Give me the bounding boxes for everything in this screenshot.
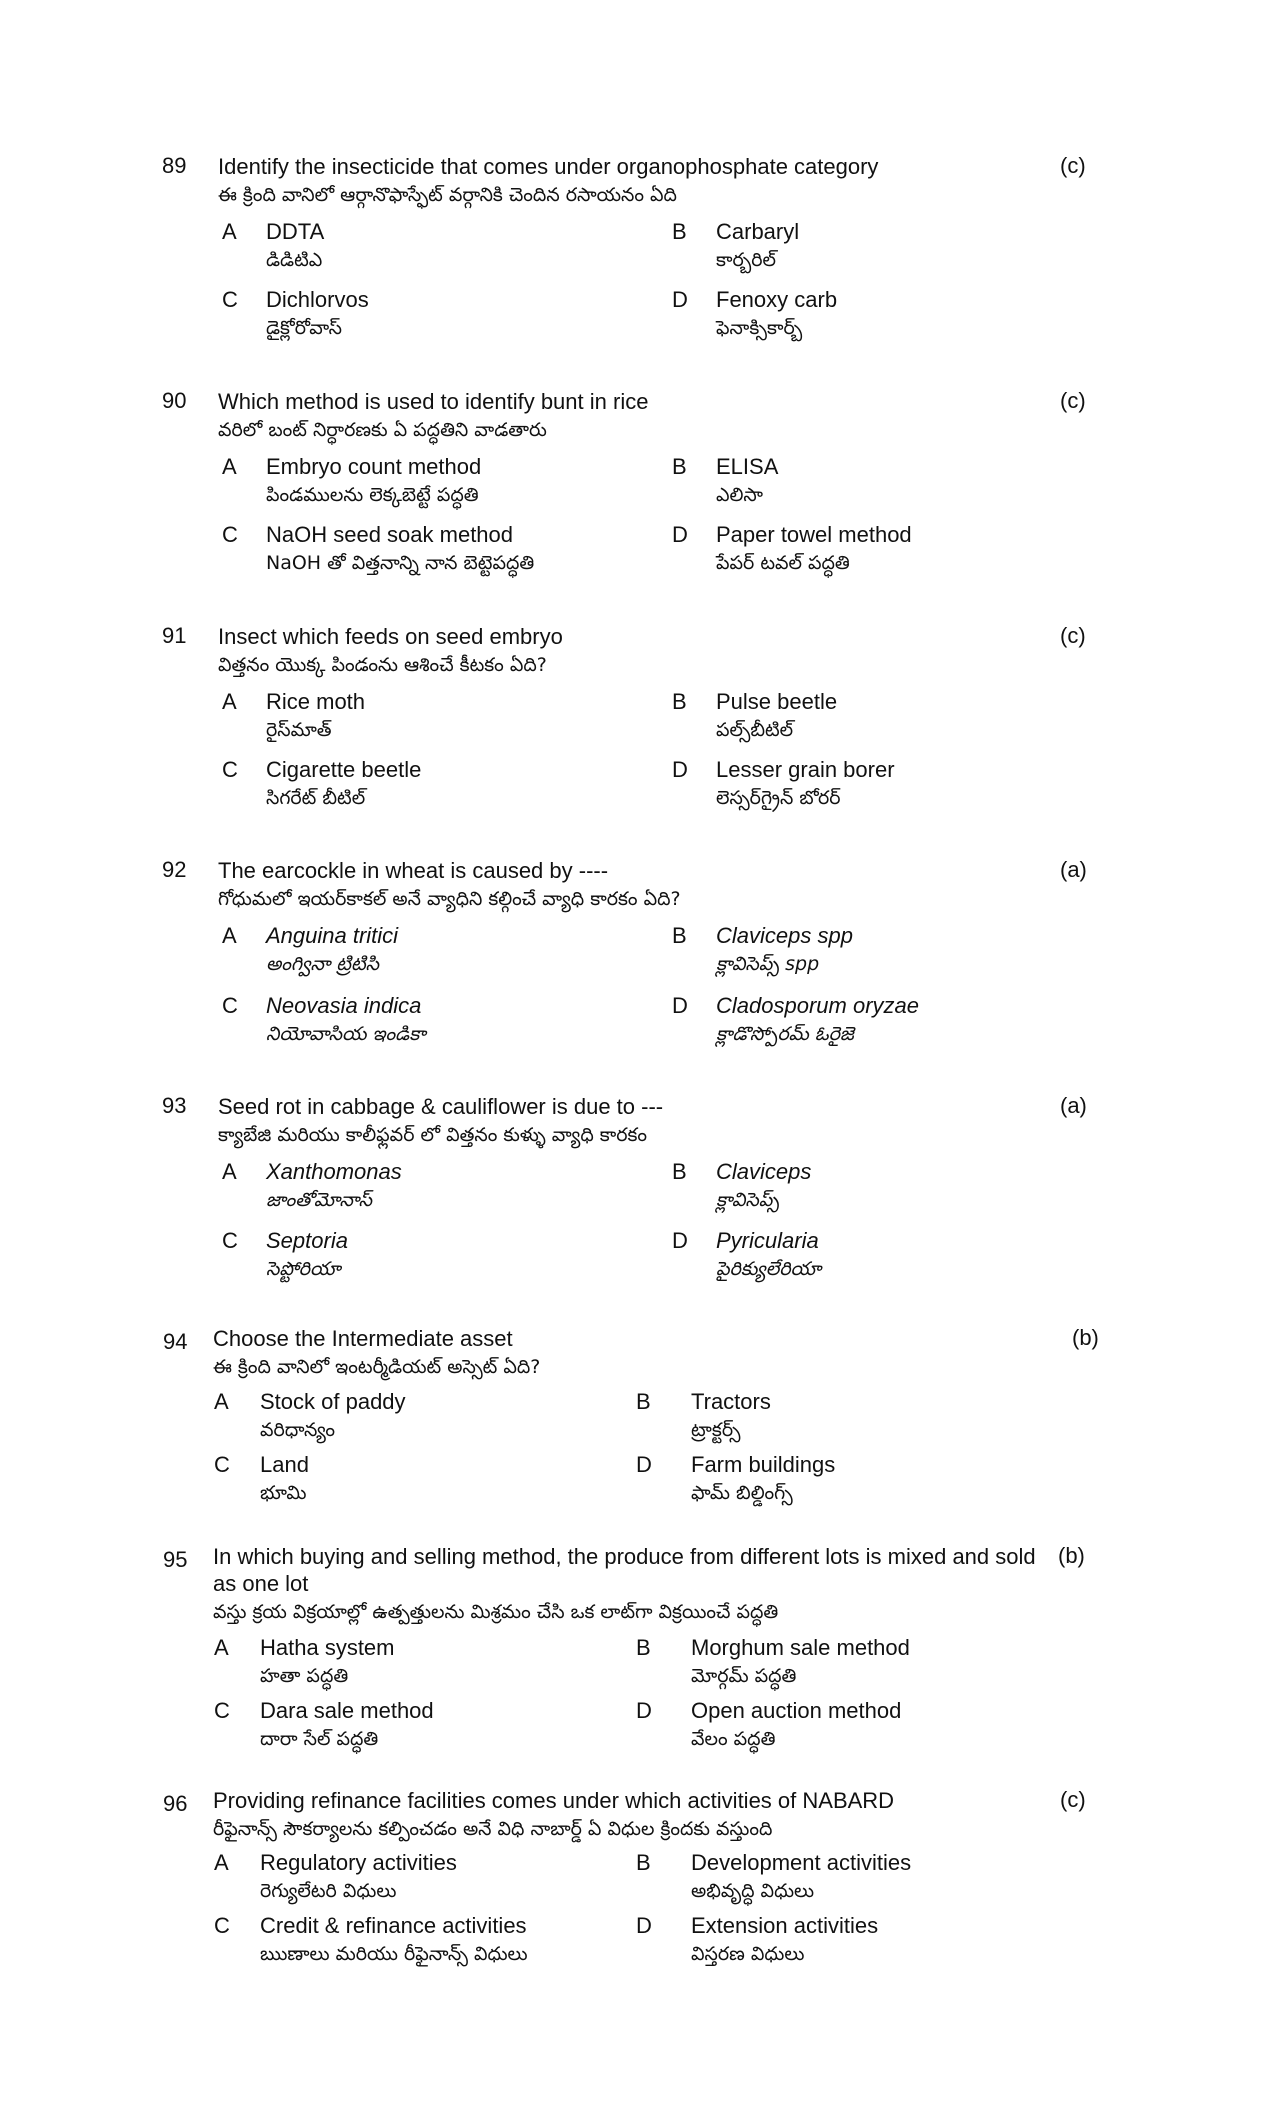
option-text: Dara sale method xyxy=(260,1698,434,1723)
option-text-telugu: ట్రాక్టర్స్ xyxy=(691,1419,741,1441)
option-letter: A xyxy=(222,454,237,479)
option-text: Development activities xyxy=(691,1850,912,1875)
option-text-telugu: రెగ్యులేటరి విధులు xyxy=(260,1880,397,1902)
option-text: Hatha system xyxy=(260,1635,395,1660)
question-number: 91 xyxy=(162,623,187,648)
question-number: 92 xyxy=(162,857,187,882)
option-text: DDTA xyxy=(266,219,325,244)
option-letter: C xyxy=(222,757,238,782)
option-text: Regulatory activities xyxy=(260,1850,457,1875)
question-text-telugu: వరిలో బంట్ నిర్ధారణకు ఏ పద్ధతిని వాడతారు xyxy=(218,419,547,441)
option-text: Neovasia indica xyxy=(266,993,422,1018)
option-text-telugu: ఫెనాక్సికార్బ్ xyxy=(716,317,803,339)
question-text-telugu: గోధుమలో ఇయర్‌కాకల్ అనే వ్యాధిని కల్గించే వ్యాధి కారకం ఏది? xyxy=(218,888,681,910)
option-text-telugu: విస్తరణ విధులు xyxy=(691,1943,805,1965)
option-letter: D xyxy=(672,287,688,312)
option-text-telugu: సిగరేట్ బీటిల్ xyxy=(266,787,366,809)
answer-key: (c) xyxy=(1060,623,1086,648)
option-text-telugu: డిడిటిఎ xyxy=(266,249,323,271)
option-text-telugu: క్లావిసెప్స్ xyxy=(716,1189,780,1211)
option-text-telugu: మోర్గమ్ పద్ధతి xyxy=(691,1665,797,1687)
option-letter: D xyxy=(672,522,688,547)
option-letter: B xyxy=(672,219,687,244)
option-letter: D xyxy=(672,993,688,1018)
option-text-telugu: క్లాడొస్పోరమ్ ఓరైజె xyxy=(716,1023,854,1045)
option-text-telugu: డైక్లోరోవాస్ xyxy=(266,317,342,339)
option-text: Septoria xyxy=(266,1228,348,1253)
option-letter: D xyxy=(672,1228,688,1253)
question-text: In which buying and selling method, the produce from different lots is mixed and sold as one lot xyxy=(213,1544,1036,1596)
option-letter: C xyxy=(222,522,238,547)
question-number: 93 xyxy=(162,1093,187,1118)
option-text: Claviceps spp xyxy=(716,923,853,948)
option-letter: C xyxy=(222,287,238,312)
option-letter: C xyxy=(222,993,238,1018)
option-letter: A xyxy=(222,219,237,244)
option-letter: D xyxy=(636,1698,652,1723)
option-letter: A xyxy=(222,689,237,714)
question-text-telugu: విత్తనం యొక్క పిండంను ఆశించే కీటకం ఏది? xyxy=(218,654,547,676)
option-text-telugu: పైరిక్యులేరియా xyxy=(716,1258,822,1280)
option-text: Embryo count method xyxy=(266,454,482,479)
question-text-telugu: ఈ క్రింది వానిలో ఆర్గానొఫాస్ఫేట్ వర్గానికి చెందిన రసాయనం ఏది xyxy=(218,184,677,206)
option-text: Anguina tritici xyxy=(266,923,399,948)
answer-key: (c) xyxy=(1060,388,1086,413)
option-letter: A xyxy=(214,1389,229,1414)
question-text: Providing refinance facilities comes under which activities of NABARD xyxy=(213,1788,895,1813)
option-text-telugu: పేపర్ టవల్ పద్ధతి xyxy=(716,552,850,574)
option-text-telugu: ఎలిసా xyxy=(716,484,764,506)
question-text-telugu: రీఫైనాన్స్ సౌకర్యాలను కల్పించడం అనే విధి నాబార్డ్ ఏ విధుల క్రిందకు వస్తుంది xyxy=(213,1818,773,1840)
option-text-telugu: జాంతోమోనాస్ xyxy=(266,1189,372,1211)
question-text: Insect which feeds on seed embryo xyxy=(218,624,563,649)
answer-key: (c) xyxy=(1060,153,1086,178)
question-number: 89 xyxy=(162,153,187,178)
option-letter: D xyxy=(672,757,688,782)
option-text: Stock of paddy xyxy=(260,1389,406,1414)
option-text-telugu: పల్స్‌బీటిల్ xyxy=(716,719,794,741)
option-text: Credit & refinance activities xyxy=(260,1913,527,1938)
question-text-telugu: వస్తు క్రయ విక్రయాల్లో ఉత్పత్తులను మిశ్రమం చేసి ఒక లాట్‌గా విక్రయించే పద్ధతి xyxy=(213,1601,779,1623)
option-letter: B xyxy=(636,1389,651,1414)
option-letter: A xyxy=(214,1635,229,1660)
option-text: Pulse beetle xyxy=(716,689,838,714)
option-text-telugu: కార్బరిల్ xyxy=(716,249,776,271)
question-text: Identify the insecticide that comes under organophosphate category xyxy=(218,154,879,179)
option-text: Cladosporum oryzae xyxy=(716,993,919,1018)
question-number: 94 xyxy=(163,1329,188,1354)
option-text-telugu: నియోవాసియ ఇండికా xyxy=(266,1023,426,1045)
option-letter: C xyxy=(222,1228,238,1253)
question-number: 96 xyxy=(163,1791,188,1816)
option-letter: C xyxy=(214,1913,230,1938)
option-text-telugu: అభివృద్ధి విధులు xyxy=(691,1880,815,1902)
answer-key: (b) xyxy=(1058,1543,1085,1568)
option-letter: B xyxy=(636,1635,651,1660)
question-text-telugu: ఈ క్రింది వానిలో ఇంటర్మీడియట్ అస్సెట్ ఏది? xyxy=(213,1356,541,1378)
option-text-telugu: రైస్‌మాత్ xyxy=(266,719,332,741)
option-text: Open auction method xyxy=(691,1698,902,1723)
option-text-telugu: లెస్సర్‌గ్రైన్ బోరర్ xyxy=(716,787,841,809)
option-text: Cigarette beetle xyxy=(266,757,422,782)
option-text: Xanthomonas xyxy=(266,1159,402,1184)
option-text: Dichlorvos xyxy=(266,287,369,312)
option-text-telugu: వేలం పద్ధతి xyxy=(691,1728,776,1750)
option-text: Extension activities xyxy=(691,1913,879,1938)
option-text: ELISA xyxy=(716,454,779,479)
question-text: Choose the Intermediate asset xyxy=(213,1326,513,1351)
question-text: Seed rot in cabbage & cauliflower is due to --- xyxy=(218,1094,664,1119)
option-text: Fenoxy carb xyxy=(716,287,838,312)
question-number: 95 xyxy=(163,1547,188,1572)
answer-key: (a) xyxy=(1060,1093,1087,1118)
option-text-telugu: ఋణాలు మరియు రీఫైనాన్స్ విధులు xyxy=(260,1943,528,1965)
option-letter: A xyxy=(214,1850,229,1875)
option-letter: B xyxy=(672,1159,687,1184)
option-text-telugu: దారా సేల్ పద్ధతి xyxy=(260,1728,379,1750)
option-letter: C xyxy=(214,1698,230,1723)
option-letter: D xyxy=(636,1913,652,1938)
answer-key: (c) xyxy=(1060,1787,1086,1812)
answer-key: (a) xyxy=(1060,857,1087,882)
option-text: NaOH seed soak method xyxy=(266,522,514,547)
option-text: Tractors xyxy=(691,1389,771,1414)
option-letter: B xyxy=(636,1850,651,1875)
option-letter: B xyxy=(672,689,687,714)
option-text-telugu: NaOH తో విత్తనాన్ని నాన బెట్టెపద్ధతి xyxy=(266,552,535,574)
question-text: Which method is used to identify bunt in rice xyxy=(218,389,649,414)
option-text-telugu: ఫామ్ బిల్డింగ్స్ xyxy=(691,1482,793,1504)
option-text-telugu: పిండములను లెక్కబెట్టే పద్ధతి xyxy=(266,484,479,506)
option-letter: A xyxy=(222,923,237,948)
question-number: 90 xyxy=(162,388,187,413)
option-text-telugu: అంగ్వినా ట్రిటిసి xyxy=(266,953,379,975)
option-text: Pyricularia xyxy=(716,1228,819,1253)
option-text-telugu: సెప్టోరియా xyxy=(266,1258,341,1280)
option-text: Morghum sale method xyxy=(691,1635,910,1660)
option-text: Rice moth xyxy=(266,689,366,714)
option-text-telugu: క్లావిసెప్స్ spp xyxy=(716,953,820,975)
question-text: The earcockle in wheat is caused by ---- xyxy=(218,858,609,883)
option-text: Lesser grain borer xyxy=(716,757,895,782)
option-letter: A xyxy=(222,1159,237,1184)
option-text: Land xyxy=(260,1452,309,1477)
question-text-telugu: క్యాబేజి మరియు కాలీఫ్లవర్ లో విత్తనం కుళ్ళు వ్యాధి కారకం xyxy=(218,1124,648,1146)
option-text: Carbaryl xyxy=(716,219,800,244)
option-letter: B xyxy=(672,923,687,948)
option-text: Farm buildings xyxy=(691,1452,836,1477)
option-text-telugu: వరిధాన్యం xyxy=(260,1419,335,1441)
option-text-telugu: హతా పద్ధతి xyxy=(260,1665,349,1687)
option-letter: C xyxy=(214,1452,230,1477)
answer-key: (b) xyxy=(1072,1325,1099,1350)
option-letter: B xyxy=(672,454,687,479)
option-text-telugu: భూమి xyxy=(260,1482,307,1504)
option-text: Claviceps xyxy=(716,1159,812,1184)
option-letter: D xyxy=(636,1452,652,1477)
option-text: Paper towel method xyxy=(716,522,912,547)
